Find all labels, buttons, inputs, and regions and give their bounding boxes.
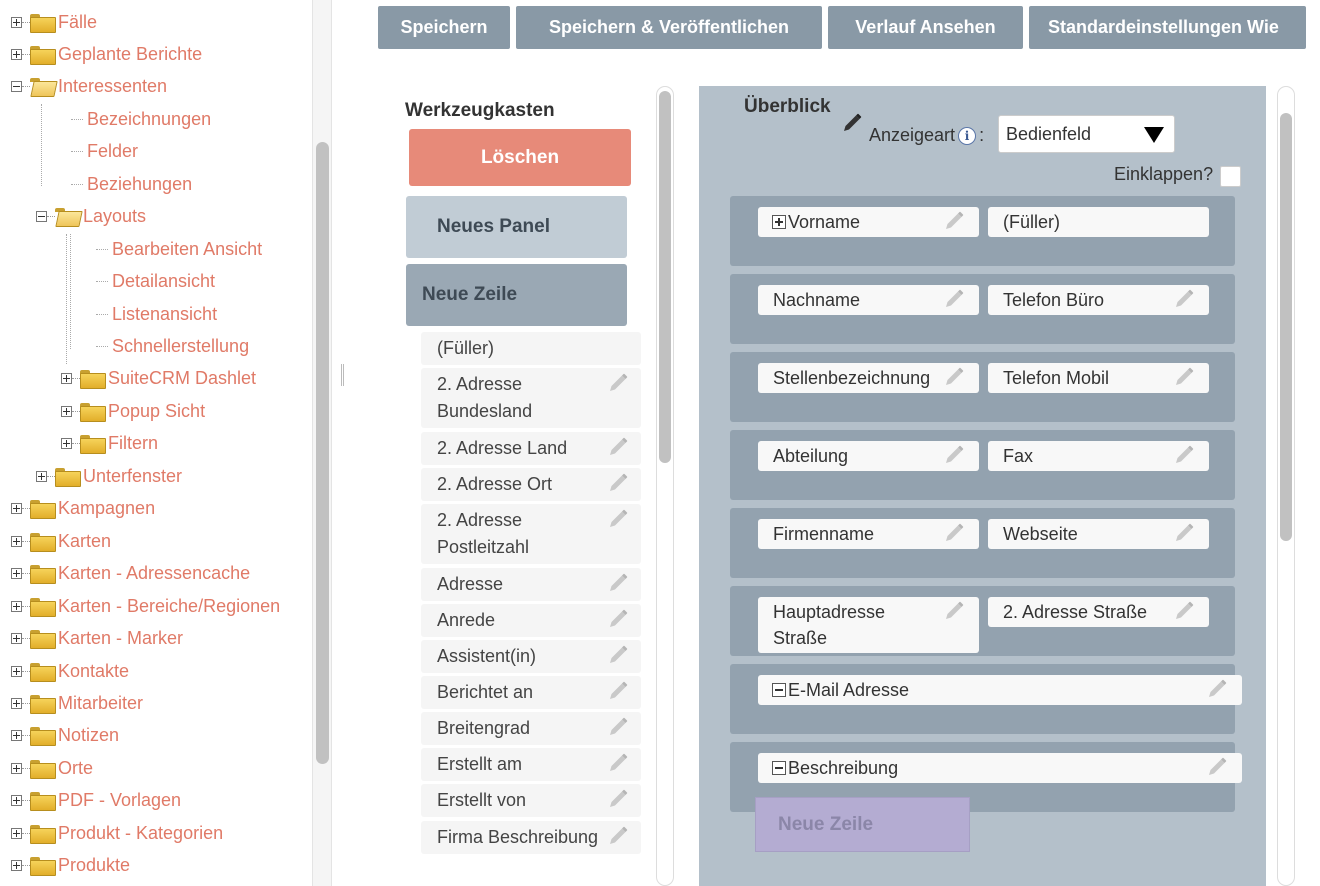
toolbox-scrollbar-thumb[interactable]	[659, 91, 671, 463]
tree-node-label[interactable]: Karten - Adressencache	[58, 563, 251, 584]
tree-connector	[72, 411, 80, 412]
layout-field-label: E-Mail Adresse	[788, 680, 910, 700]
tree-node[interactable]	[71, 137, 138, 167]
tree-node[interactable]	[61, 396, 205, 426]
folder-icon	[30, 760, 54, 777]
tree-connector	[22, 573, 30, 574]
toolbox-field-label: Berichtet an	[437, 682, 534, 702]
layout-field-cell[interactable]	[988, 597, 1209, 627]
tree-node-label[interactable]: Layouts	[83, 206, 147, 227]
tree-node-label[interactable]: Filtern	[108, 433, 159, 454]
tree-connector	[22, 671, 30, 672]
pane-splitter[interactable]	[332, 0, 346, 886]
tree-connector	[22, 54, 30, 55]
expand-plus-icon[interactable]	[11, 666, 22, 677]
panel-row[interactable]	[730, 664, 1235, 734]
tree-node-label[interactable]: Kampagnen	[58, 498, 156, 519]
toolbox-field-label: Erstellt am	[437, 754, 523, 774]
module-tree	[0, 0, 312, 886]
folder-icon	[30, 857, 54, 874]
tree-node[interactable]	[11, 851, 130, 881]
collapse-minus-icon[interactable]	[36, 211, 47, 222]
expand-plus-icon[interactable]	[61, 406, 72, 417]
tree-node-label[interactable]: Fälle	[58, 11, 98, 32]
edit-pencil-icon[interactable]	[943, 522, 965, 544]
tree-guide-line	[41, 104, 42, 186]
toolbox-field[interactable]	[421, 432, 641, 465]
layout-field-cell[interactable]	[988, 441, 1209, 471]
panel-row[interactable]	[730, 586, 1235, 656]
display-type-label	[869, 125, 984, 146]
folder-icon	[30, 630, 54, 647]
folder-icon	[55, 468, 79, 485]
tree-node-label[interactable]: Geplante Berichte	[58, 43, 203, 64]
panel-row[interactable]	[730, 352, 1235, 422]
tree-node-label[interactable]: Schnellerstellung	[112, 336, 250, 356]
folder-open-icon	[55, 208, 79, 225]
folder-icon	[80, 403, 104, 420]
panel-row[interactable]	[730, 430, 1235, 500]
toolbox-field[interactable]	[421, 676, 641, 709]
tree-scrollbar[interactable]	[312, 0, 332, 886]
edit-pencil-icon[interactable]	[943, 366, 965, 388]
tree-connector	[22, 508, 30, 509]
edit-pencil-icon[interactable]	[607, 825, 629, 847]
toolbox-field-label: Breitengrad	[437, 718, 531, 738]
edit-pencil-icon[interactable]	[607, 752, 629, 774]
toolbox-field[interactable]	[421, 468, 641, 501]
tree-node-label[interactable]: Karten - Bereiche/Regionen	[58, 595, 281, 616]
layout-field-label: Abteilung	[773, 446, 849, 466]
tree-node-label[interactable]: Mitarbeiter	[58, 692, 144, 713]
folder-icon	[30, 663, 54, 680]
tree-node-label[interactable]: Felder	[87, 141, 139, 162]
tree-node[interactable]	[96, 332, 249, 362]
toolbox-title: Werkzeugkasten	[405, 100, 555, 121]
edit-pencil-icon[interactable]	[1173, 600, 1195, 622]
expand-plus-icon[interactable]	[11, 633, 22, 644]
tree-node[interactable]	[36, 461, 182, 491]
tree-connector	[22, 541, 30, 542]
edit-pencil-icon[interactable]	[607, 436, 629, 458]
layout-field-label: Webseite	[1003, 524, 1078, 544]
tree-node[interactable]	[11, 39, 202, 69]
layout-field-label: Telefon Mobil	[1003, 368, 1110, 388]
tree-node[interactable]	[61, 429, 158, 459]
tree-node-label[interactable]: Interessenten	[58, 76, 168, 97]
tree-node[interactable]	[36, 202, 146, 232]
folder-icon	[30, 533, 54, 550]
expand-plus-icon[interactable]	[36, 471, 47, 482]
edit-pencil-icon[interactable]	[1173, 366, 1195, 388]
tree-node-label[interactable]: Bearbeiten Ansicht	[112, 238, 263, 259]
tree-connector	[47, 216, 55, 217]
tree-node[interactable]	[11, 559, 250, 589]
tree-node-label[interactable]: Produkte	[58, 855, 131, 876]
toolbox-field[interactable]	[421, 640, 641, 673]
toolbox-field-label: Erstellt von	[437, 790, 527, 810]
panel-row[interactable]	[730, 508, 1235, 578]
display-type-colon: :	[979, 125, 985, 145]
tree-node[interactable]	[71, 104, 211, 134]
tree-node-label[interactable]: SuiteCRM Dashlet	[108, 368, 257, 389]
edit-pencil-icon[interactable]	[943, 600, 965, 622]
tree-connector	[22, 865, 30, 866]
edit-pencil-icon[interactable]	[1206, 756, 1228, 778]
restore-defaults-button[interactable]: Standardeinstellungen Wie	[1029, 6, 1306, 49]
tree-node[interactable]	[11, 688, 143, 718]
toolbox-field[interactable]	[421, 368, 641, 428]
panel-title: Überblick	[744, 96, 831, 117]
edit-pencil-icon[interactable]	[607, 644, 629, 666]
collapse-minus-icon[interactable]	[11, 81, 22, 92]
display-type-text: Anzeigeart	[869, 125, 956, 145]
tree-node[interactable]	[96, 299, 217, 329]
edit-pencil-icon[interactable]	[607, 572, 629, 594]
layout-field-label: Fax	[1003, 446, 1034, 466]
expand-plus-icon[interactable]	[11, 49, 22, 60]
layout-field-label: 2. Adresse Straße	[1003, 602, 1148, 622]
delete-drop-zone[interactable]: Löschen	[409, 129, 631, 186]
new-row-placeholder[interactable]: Neue Zeile	[755, 797, 970, 852]
edit-pencil-icon[interactable]	[1173, 288, 1195, 310]
tree-node-label[interactable]: PDF - Vorlagen	[58, 790, 182, 811]
folder-icon	[30, 792, 54, 809]
toolbox-field[interactable]	[421, 821, 641, 854]
layout-field-label: Firmenname	[773, 524, 875, 544]
tree-connector	[22, 735, 30, 736]
edit-pencil-icon[interactable]	[943, 288, 965, 310]
view-history-button[interactable]: Verlauf Ansehen	[828, 6, 1023, 49]
panel-row[interactable]	[730, 196, 1235, 266]
toolbox-field[interactable]	[421, 568, 641, 601]
tree-node[interactable]	[11, 624, 183, 654]
tree-connector	[96, 346, 108, 347]
tree-connector	[22, 800, 30, 801]
toolbox-field-label: Firma Beschreibung	[437, 827, 599, 847]
toolbox-field-label: Assistent(in)	[437, 646, 537, 666]
tree-node[interactable]	[11, 72, 167, 102]
toolbox-field-label: Adresse	[437, 574, 504, 594]
tree-node[interactable]	[71, 169, 192, 199]
save-button[interactable]: Speichern	[378, 6, 510, 49]
expand-plus-icon[interactable]	[11, 730, 22, 741]
folder-icon	[30, 825, 54, 842]
tree-node-label[interactable]: Popup Sicht	[108, 400, 206, 421]
tree-connector	[22, 606, 30, 607]
tree-node[interactable]	[61, 364, 256, 394]
display-type-select[interactable]	[998, 115, 1175, 153]
tree-node[interactable]	[11, 753, 93, 783]
expand-plus-icon[interactable]	[61, 438, 72, 449]
layout-field-cell[interactable]	[988, 285, 1209, 315]
splitter-grip-icon	[341, 364, 344, 386]
expand-plus-icon[interactable]	[11, 536, 22, 547]
tree-connector	[96, 249, 108, 250]
tree-node-label[interactable]: Karten - Marker	[58, 628, 184, 649]
edit-pencil-icon[interactable]	[1206, 678, 1228, 700]
edit-pencil-icon[interactable]	[607, 372, 629, 394]
edit-pencil-icon[interactable]	[943, 210, 965, 232]
toolbox-field-label: 2. Adresse Postleitzahl	[437, 510, 530, 557]
edit-pencil-icon[interactable]	[607, 508, 629, 530]
display-type-value: Bedienfeld	[1006, 123, 1092, 144]
edit-pencil-icon[interactable]	[607, 608, 629, 630]
tree-guide-line	[66, 234, 67, 364]
edit-pencil-icon[interactable]	[607, 680, 629, 702]
expand-plus-icon[interactable]	[11, 568, 22, 579]
toolbox-field-label: 2. Adresse Land	[437, 438, 568, 458]
edit-pencil-icon[interactable]	[607, 472, 629, 494]
collapse-label: Einklappen?	[1114, 164, 1214, 184]
expand-plus-icon[interactable]	[11, 860, 22, 871]
layout-field-cell[interactable]	[758, 597, 979, 653]
toolbox-field-label: (Füller)	[437, 338, 494, 358]
folder-icon	[30, 46, 54, 63]
dropdown-caret-icon	[1144, 127, 1164, 143]
tree-connector	[22, 86, 30, 87]
folder-open-icon	[30, 78, 54, 95]
collapse-minus-icon[interactable]	[772, 683, 786, 697]
tree-connector	[22, 22, 30, 23]
edit-pencil-icon[interactable]	[607, 788, 629, 810]
layout-field-cell[interactable]	[758, 363, 979, 393]
tree-connector	[71, 184, 83, 185]
layout-field-cell[interactable]	[988, 519, 1209, 549]
panel-scrollbar[interactable]	[1277, 86, 1295, 886]
tree-node[interactable]	[96, 234, 262, 264]
tree-connector	[72, 378, 80, 379]
toolbox-field[interactable]	[421, 604, 641, 637]
layout-field-cell[interactable]	[758, 441, 979, 471]
new-row-item[interactable]: Neue Zeile	[406, 264, 627, 326]
tree-guide-line	[70, 234, 71, 349]
layout-panel	[699, 86, 1266, 886]
tree-connector	[71, 119, 83, 120]
expand-plus-icon[interactable]	[11, 601, 22, 612]
collapse-minus-icon[interactable]	[772, 761, 786, 775]
toolbox-field[interactable]	[421, 332, 641, 365]
folder-icon	[30, 695, 54, 712]
layout-field-label: Vorname	[788, 212, 861, 232]
edit-pencil-icon[interactable]	[943, 444, 965, 466]
toolbox-field-label: 2. Adresse Ort	[437, 474, 553, 494]
layout-field-cell[interactable]	[758, 207, 979, 237]
expand-plus-icon[interactable]	[11, 763, 22, 774]
tree-node-label[interactable]: Beziehungen	[87, 173, 193, 194]
toolbox-field[interactable]	[421, 504, 641, 564]
layout-field-label: Stellenbezeichnung	[773, 368, 931, 388]
expand-plus-icon[interactable]	[11, 17, 22, 28]
info-icon[interactable]: i	[958, 127, 976, 145]
layout-field-label: Telefon Büro	[1003, 290, 1105, 310]
layout-field-label: Nachname	[773, 290, 861, 310]
tree-node[interactable]	[96, 267, 215, 297]
tree-node-label[interactable]: Kontakte	[58, 660, 130, 681]
tree-node[interactable]	[11, 818, 223, 848]
expand-plus-icon[interactable]	[11, 503, 22, 514]
tree-node[interactable]	[11, 656, 129, 686]
layout-field-cell[interactable]	[988, 363, 1209, 393]
toolbox-field[interactable]	[421, 712, 641, 745]
toolbox-field[interactable]	[421, 748, 641, 781]
folder-icon	[30, 565, 54, 582]
collapse-checkbox[interactable]	[1220, 166, 1241, 187]
folder-icon	[80, 435, 104, 452]
folder-icon	[30, 727, 54, 744]
new-panel-item[interactable]: Neues Panel	[406, 196, 627, 258]
layout-field-label: Hauptadresse Straße	[773, 602, 886, 648]
tree-connector	[96, 281, 108, 282]
expand-plus-icon[interactable]	[61, 373, 72, 384]
layout-field-cell[interactable]	[758, 675, 1242, 705]
tree-node-label[interactable]: Unterfenster	[83, 465, 183, 486]
save-publish-button[interactable]: Speichern & Veröffentlichen	[516, 6, 822, 49]
tree-node-label[interactable]: Produkt - Kategorien	[58, 822, 224, 843]
layout-field-cell[interactable]	[988, 207, 1209, 237]
tree-connector	[47, 476, 55, 477]
edit-pencil-icon[interactable]	[1173, 522, 1195, 544]
tree-node[interactable]	[11, 786, 181, 816]
tree-node-label[interactable]: Orte	[58, 757, 94, 778]
tree-node[interactable]	[11, 494, 155, 524]
panel-scrollbar-thumb[interactable]	[1280, 113, 1292, 541]
tree-node[interactable]	[11, 721, 119, 751]
tree-connector	[22, 768, 30, 769]
expand-plus-icon[interactable]	[772, 215, 786, 229]
folder-icon	[30, 500, 54, 517]
tree-connector	[22, 638, 30, 639]
panel-row[interactable]	[730, 274, 1235, 344]
layout-field-cell[interactable]	[758, 753, 1242, 783]
expand-plus-icon[interactable]	[11, 795, 22, 806]
tree-connector	[71, 151, 83, 152]
layout-field-cell[interactable]	[758, 519, 979, 549]
tree-connector	[22, 703, 30, 704]
edit-pencil-icon[interactable]	[1173, 444, 1195, 466]
layout-field-label: Beschreibung	[788, 758, 899, 778]
folder-icon	[30, 14, 54, 31]
panel-edit-pencil-icon[interactable]	[841, 112, 863, 134]
tree-scrollbar-thumb[interactable]	[316, 142, 329, 764]
folder-icon	[30, 598, 54, 615]
tree-node[interactable]	[11, 526, 111, 556]
tree-connector	[22, 833, 30, 834]
edit-pencil-icon[interactable]	[607, 716, 629, 738]
toolbox-field[interactable]	[421, 784, 641, 817]
toolbox-field-label: 2. Adresse Bundesland	[437, 374, 533, 421]
tree-connector	[72, 443, 80, 444]
folder-icon	[80, 370, 104, 387]
tree-node[interactable]	[11, 7, 97, 37]
toolbox-scrollbar[interactable]	[656, 86, 674, 886]
expand-plus-icon[interactable]	[11, 828, 22, 839]
toolbox-field-label: Anrede	[437, 610, 496, 630]
tree-node-label[interactable]: Listenansicht	[112, 303, 218, 324]
tree-node-label[interactable]: Notizen	[58, 725, 120, 746]
tree-node-label[interactable]: Bezeichnungen	[87, 108, 212, 129]
tree-node-label[interactable]: Karten	[58, 530, 112, 551]
layout-field-cell[interactable]	[758, 285, 979, 315]
tree-node[interactable]	[11, 591, 280, 621]
tree-connector	[96, 314, 108, 315]
layout-field-label: (Füller)	[1003, 212, 1060, 232]
expand-plus-icon[interactable]	[11, 698, 22, 709]
tree-node-label[interactable]: Detailansicht	[112, 271, 216, 292]
